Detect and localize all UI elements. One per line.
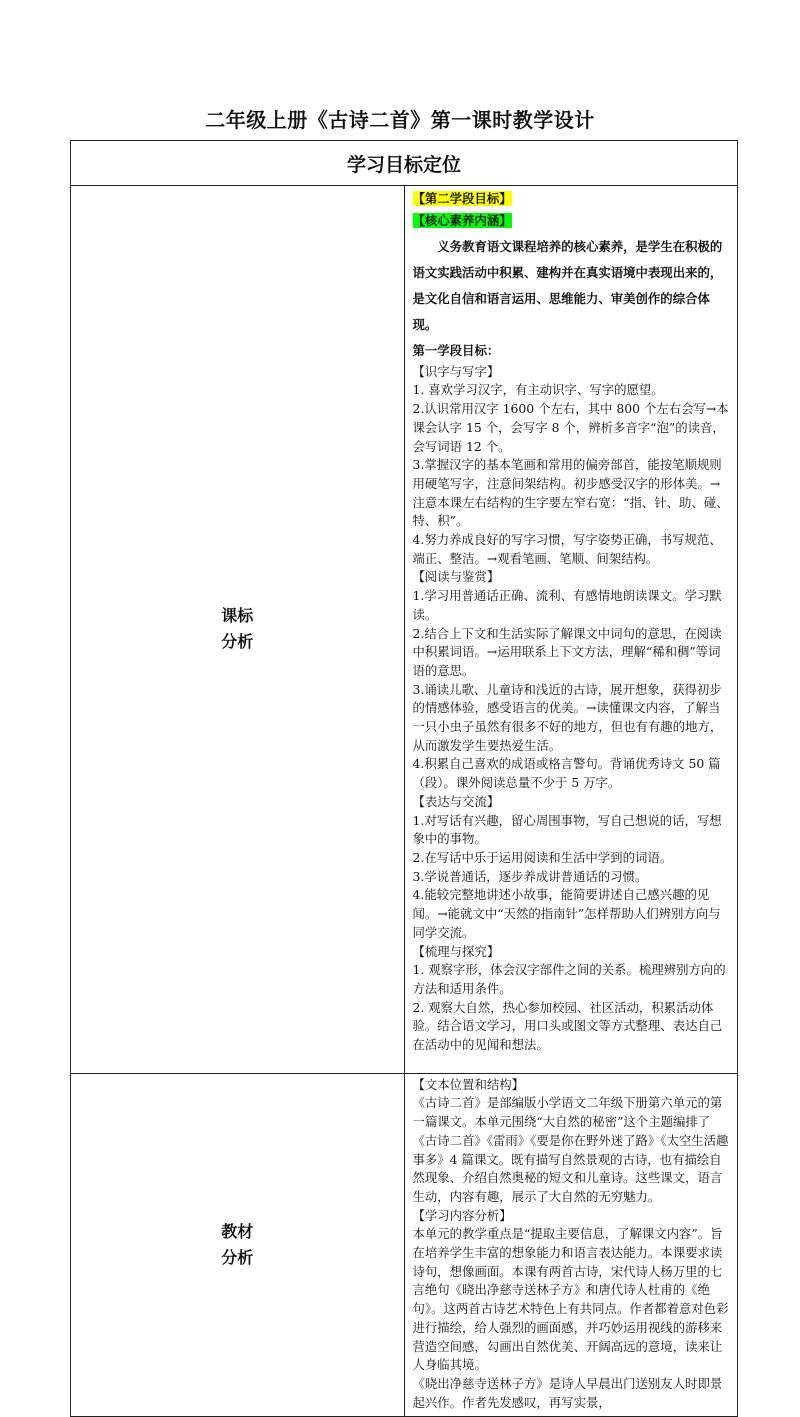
textbook-analysis-content [404,1073,738,1417]
analysis-paragraph: 《晓出净慈寺送林子方》是诗人早晨出门送别友人时即景起兴作。作者先发感叹，再写实景， [412,1375,723,1410]
goal-item: 4.努力养成良好的写字习惯，写字姿势正确，书写规范、端正、整洁。→观看笔画、笔顺、间架结构。 [412,532,722,566]
section-subheading: 【文本位置和结构】 [412,1076,525,1092]
goal-item: 2.在写话中乐于运用阅读和生活中学到的词语。 [412,849,673,865]
group-heading: 【阅读与鉴赏】 [412,569,500,585]
analysis-paragraph: 《古诗二首》是部编版小学语文二年级下册第六单元的第一篇课文。本单元围绕“大自然的秘密”这个主题编排了《古诗二首》《雷雨》《要是你在野外迷了路》《太空生活趣事多》4 篇课文。既有描写自然景观的古诗，也有描绘自然现象、介绍自然奥秘的短文和儿童诗。这些课文，语言生动，内容有趣，展示了大自然的无穷魅力。 [412,1095,729,1204]
core-literacy-tag: 【核心素养内涵】 [412,213,512,228]
lesson-plan-table [70,140,738,1417]
goal-item: 3.学说普通话，逐步养成讲普通话的习惯。 [412,868,648,884]
group-heading: 【梳理与探究】 [412,943,500,959]
curriculum-analysis-row [71,186,738,1074]
group-heading: 【识字与写字】 [412,363,500,379]
label-line: 教材 [221,1222,254,1242]
group-heading: 【表达与交流】 [412,793,500,809]
goal-item: 1.学习用普通话正确、流利、有感情地朗读课文。学习默读。 [412,588,722,622]
goal-item: 2. 观察大自然，热心参加校园、社区活动，积累活动体验。结合语文学习，用口头或图文等方式整理、表达自己在活动中的见闻和想法。 [412,999,723,1053]
section-heading-row [71,141,738,186]
label-line: 分析 [221,1248,254,1268]
goal-item: 3.诵读儿歌、儿童诗和浅近的古诗，展开想象，获得初步的情感体验，感受语言的优美。→读懂课文内容，了解当一只小虫子虽然有很多不好的地方，但也有有趣的地方，从而激发学生要热爱生活。 [412,681,723,753]
goal-item: 1. 观察字形，体会汉字部件之间的关系。梳理辨别方向的方法和适用条件。 [412,962,726,996]
section-subheading: 【学习内容分析】 [412,1207,512,1223]
label-line: 课标 [221,606,254,626]
textbook-analysis-label [71,1073,405,1417]
goal-item: 1.对写话有兴趣，留心周围事物，写自己想说的话，写想象中的事物。 [412,812,722,847]
core-literacy-paragraph: 义务教育语文课程培养的核心素养，是学生在积极的语文实践活动中积累、建构并在真实语境中表现出来的，是文化自信和语言运用、思维能力、审美创作的综合体现。 [412,239,723,332]
goal-item: 3.掌握汉字的基本笔画和常用的偏旁部首，能按笔顺规则用硬笔写字，注意间架结构。初步感受汉字的形体美。→注意本课左右结构的生字要左窄右宽：“指、针、助、碰、特、积”。 [412,457,729,529]
analysis-paragraph: 本单元的教学重点是“提取主要信息，了解课文内容”。旨在培养学生丰富的想象能力和语言表达能力。本课要求读诗句，想像画面。本课有两首古诗，宋代诗人杨万里的七言绝句《晓出净慈寺送林子方》和唐代诗人杜甫的《绝句》。这两首古诗艺术特色上有共同点。作者都着意对色彩进行描绘，给人强烈的画面感，并巧妙运用视线的游移来营造空间感，勾画出自然优美、开阔高远的意境，读来让人身临其境。 [412,1226,729,1373]
curriculum-analysis-content [404,186,738,1074]
goal-item: 4.能较完整地讲述小故事，能简要讲述自己感兴趣的见闻。→能就文中“天然的指南针”怎样帮助人们辨别方向与同学交流。 [412,887,721,940]
goal-item: 2.结合上下文和生活实际了解课文中词句的意思，在阅读中积累词语。→运用联系上下文方法，理解“稀和稠”等词语的意思。 [412,625,722,678]
stage-goal-tag: 【第二学段目标】 [412,191,512,206]
textbook-analysis-row [71,1073,738,1417]
stage-one-goals-title: 第一学段目标： [412,343,500,358]
document-title: 二年级上册《古诗二首》第一课时教学设计 [205,108,595,132]
label-line: 分析 [221,632,254,652]
curriculum-analysis-label [71,186,405,1074]
section-heading: 学习目标定位 [71,141,738,186]
goal-item: 2.认识常用汉字 1600 个左右，其中 800 个左右会写→本课会认字 15 个，会写字 8 个，辨析多音字“泡”的读音，会写词语 12 个。 [412,401,729,454]
goal-item: 4.积累自己喜欢的成语或格言警句。背诵优秀诗文 50 篇（段）。课外阅读总量不少于 5 万字。 [412,756,721,791]
goal-item: 1. 喜欢学习汉字，有主动识字、写字的愿望。 [412,382,664,398]
